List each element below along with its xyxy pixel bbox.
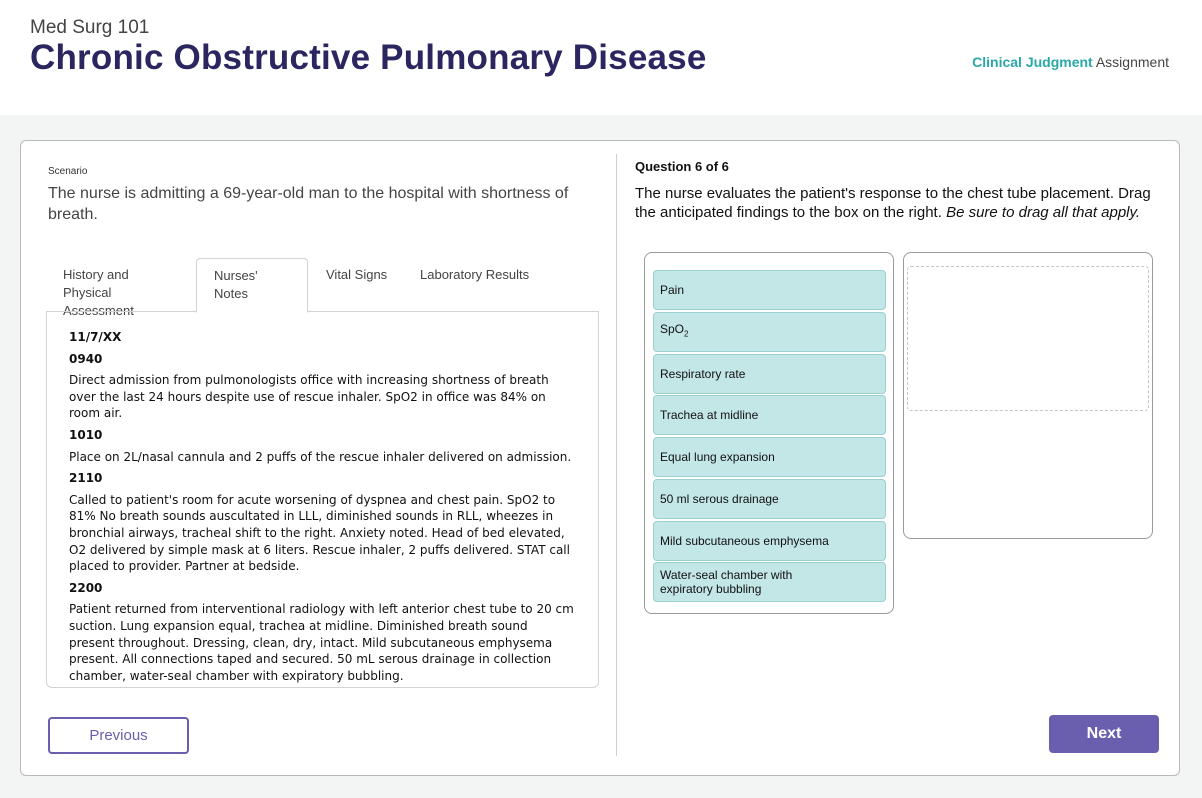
panel-divider [616,154,617,756]
course-name: Med Surg 101 [30,17,150,38]
answer-options-box [644,252,894,614]
assignment-card [20,140,1180,776]
spo2-base: SpO [660,322,685,337]
option-label: 50 ml serous drainage [660,492,779,506]
scenario-text: The nurse is admitting a 69-year-old man to the hospital with shortness of breath. [48,185,569,223]
page-header [0,0,1202,115]
previous-button[interactable]: Previous [48,717,189,754]
option-label: Equal lung expansion [660,450,775,464]
note-time: 2200 [69,580,103,595]
note-time: 2110 [69,471,103,486]
tab-vital-signs[interactable]: Vital Signs [326,267,388,282]
scenario-label: Scenario [48,166,88,177]
note-text: Patient returned from interventional radiology with left anterior chest tube to 20 cm suction. Lung expansion equal, trachea at midline. Diminished breath sound present throughout. Dressing, clean, dry, intact. Mild subcutaneous emphysema present. All connections taped and secured. 50 mL serous drainage in collection chamber, water-seal chamber with expiratory bubbling. [69,602,574,683]
note-text: Called to patient's room for acute worsening of dyspnea and chest pain. SpO2 to 81% No breath sounds auscultated in LLL, diminished sounds in RLL, wheezes in bronchial airways, tracheal shift to the right. Anxiety noted. Head of bed elevated, O2 delivered by simple mask at 6 liters. Rescue inhaler, 2 puffs delivered. STAT call placed to provider. Partner at bedside. [69,492,570,574]
spo2-subscript: 2 [684,329,689,339]
next-button[interactable]: Next [1049,715,1159,753]
case-tabs [46,258,599,318]
option-respiratory-rate[interactable] [653,354,886,394]
note-text: Place on 2L/nasal cannula and 2 puffs of the rescue inhaler delivered on admission. [69,449,572,464]
drop-zone[interactable] [907,266,1149,411]
tab-nurses-notes[interactable]: Nurses' Notes [196,258,308,313]
nurses-notes-panel [46,311,599,688]
option-pain[interactable] [653,270,886,310]
option-equal-lung-expansion[interactable] [653,437,886,477]
note-time: 1010 [69,427,103,442]
option-serous-drainage[interactable] [653,479,886,519]
option-label [660,322,688,341]
question-emphasis: Be sure to drag all that apply. [946,204,1141,221]
answer-target-box [903,252,1153,539]
option-spo2[interactable] [653,312,886,352]
option-label: Trachea at midline [660,408,759,422]
question-number: Question 6 of 6 [635,159,729,174]
option-water-seal-bubbling[interactable] [653,562,886,602]
tab-history-physical[interactable]: History and Physical Assessment [63,267,134,318]
option-label: Respiratory rate [660,367,746,381]
note-date: 11/7/XX [69,330,122,344]
option-subcutaneous-emphysema[interactable] [653,521,886,561]
assignment-word: Assignment [1095,54,1169,70]
option-label: Pain [660,283,685,297]
option-label: Water-seal chamber with expiratory bubbling [660,568,793,596]
tab-laboratory-results[interactable]: Laboratory Results [420,267,530,282]
option-trachea-midline[interactable] [653,395,886,435]
option-label: Mild subcutaneous emphysema [660,534,829,548]
assignment-type: Clinical Judgment [972,54,1093,70]
note-time: 0940 [69,351,103,366]
assignment-label [972,54,1169,70]
note-text: Direct admission from pulmonologists office with increasing shortness of breath over the last 24 hours despite use of rescue inhaler. SpO2 in office was 84% on room air. [69,373,549,421]
page-title: Chronic Obstructive Pulmonary Disease [30,38,707,77]
question-text [635,184,1165,222]
question-prompt: The nurse evaluates the patient's response to the chest tube placement. Drag the anticipated findings to the box on the right. [635,185,1151,221]
